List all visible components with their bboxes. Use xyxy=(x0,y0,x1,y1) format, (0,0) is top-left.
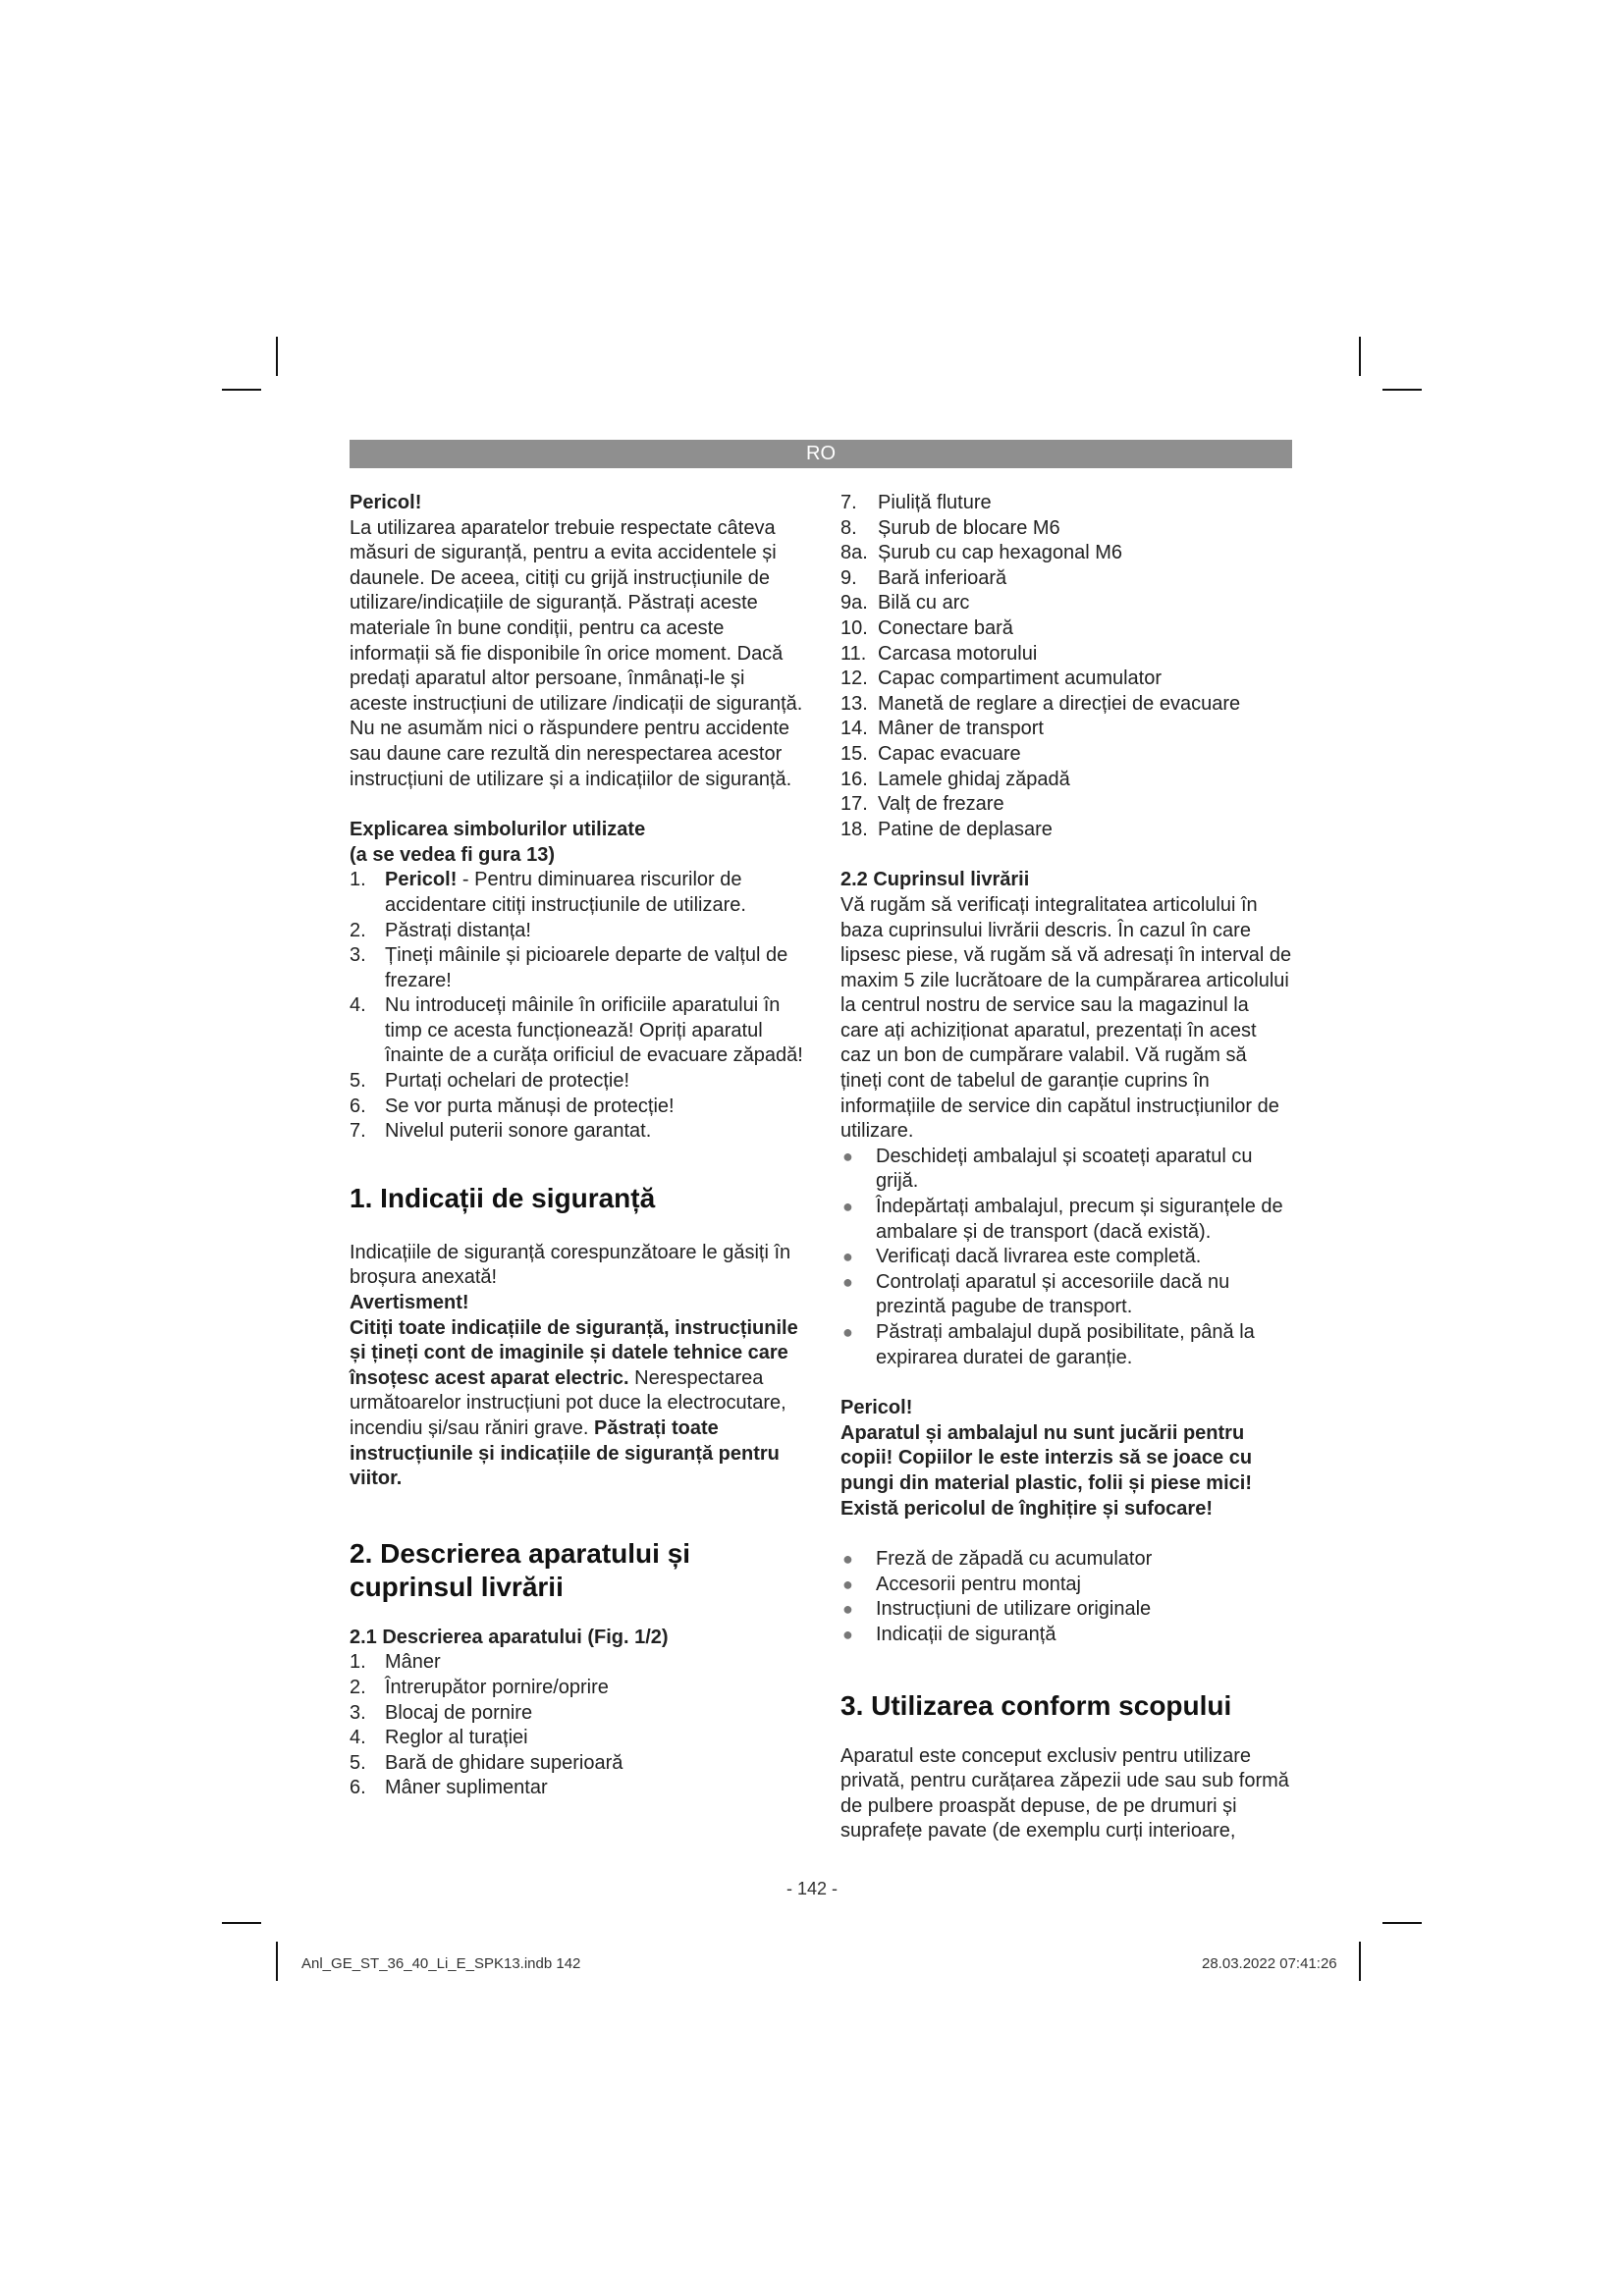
list-text: Blocaj de pornire xyxy=(385,1701,533,1724)
list-number: 3. xyxy=(350,944,366,967)
part-item xyxy=(840,516,1292,542)
list-text: Mâner suplimentar xyxy=(385,1777,548,1799)
part-item xyxy=(840,491,1292,516)
subsection-2-2-title: 2.2 Cuprinsul livrării xyxy=(840,869,1030,891)
list-number: 6. xyxy=(350,1777,366,1799)
symbol-item xyxy=(350,943,803,993)
parts-list-right xyxy=(840,491,1292,842)
contents-item xyxy=(840,1597,1292,1623)
list-text: Șurub de blocare M6 xyxy=(878,516,1060,539)
part-item xyxy=(350,1701,803,1727)
list-number: 7. xyxy=(350,1120,366,1143)
bullet-icon: ● xyxy=(842,1271,853,1292)
crop-mark xyxy=(276,1942,278,1981)
list-text: Lamele ghidaj zăpadă xyxy=(878,768,1070,790)
list-text: Bară de ghidare superioară xyxy=(385,1751,623,1774)
list-number: 15. xyxy=(840,742,868,765)
check-item xyxy=(840,1195,1292,1245)
list-number: 1. xyxy=(350,869,366,891)
list-text: Păstrați distanța! xyxy=(385,919,531,941)
danger-title-right: Pericol! xyxy=(840,1397,913,1419)
intended-use-text: Aparatul este conceput exclusiv pentru utilizare privată, pentru curățarea zăpezii ude sau sub formă de pulbere proaspăt depuse, de pe drumuri și suprafețe pavate (de exemplu curți interioare, xyxy=(840,1744,1289,1842)
part-item xyxy=(840,768,1292,793)
part-item xyxy=(840,717,1292,742)
bullet-icon: ● xyxy=(842,1197,853,1217)
list-text: Nivelul puterii sonore garantat. xyxy=(385,1120,652,1143)
part-item xyxy=(350,1650,803,1676)
crop-mark xyxy=(276,337,278,376)
list-number: 4. xyxy=(350,994,366,1017)
symbol-item xyxy=(350,919,803,944)
list-number: 5. xyxy=(350,1751,366,1774)
language-header: RO xyxy=(350,440,1292,468)
list-text: Conectare bară xyxy=(878,616,1013,639)
part-item xyxy=(350,1726,803,1751)
list-number: 18. xyxy=(840,818,868,840)
left-column xyxy=(350,491,803,1801)
list-number: 11. xyxy=(840,642,867,665)
bullet-icon: ● xyxy=(842,1624,853,1644)
crop-mark xyxy=(222,389,261,391)
list-number: 16. xyxy=(840,768,868,790)
symbol-item xyxy=(350,1069,803,1095)
list-number: 7. xyxy=(840,492,857,513)
safety-intro: Indicațiile de siguranță corespunzătoare le găsiți în broșura anexată! xyxy=(350,1241,791,1289)
contents-item xyxy=(840,1547,1292,1573)
list-text: Bară inferioară xyxy=(878,566,1007,589)
list-text: Întrerupător pornire/oprire xyxy=(385,1676,609,1698)
symbols-title: Explicarea simbolurilor utilizate xyxy=(350,819,646,841)
part-item xyxy=(350,1676,803,1701)
section-3-title: 3. Utilizarea conform scopului xyxy=(840,1689,1232,1721)
list-text: Carcasa motorului xyxy=(878,642,1038,665)
list-number: 9a. xyxy=(840,592,868,614)
list-text: Capac evacuare xyxy=(878,742,1021,765)
part-item xyxy=(350,1776,803,1801)
list-number: 14. xyxy=(840,718,868,740)
checks-list xyxy=(840,1145,1292,1370)
crop-mark xyxy=(1382,389,1422,391)
delivery-text: Vă rugăm să verificați integralitatea articolului în baza cuprinsului livrării descris. În cazul în care lipsesc piese, vă rugăm să vă adresați în interval de maxim 5 zile lucrătoare de la cumpărarea articolului la centrul nostru de service sau la magazinul la care ați achiziționat aparatul, prezentați în acest caz un bon de cumpărare valabil. Vă rugăm să țineți cont de tabelul de garanție cuprins în informațiile de service din capătul instrucțiunilor de utilizare. xyxy=(840,893,1292,1143)
list-text: Patine de deplasare xyxy=(878,818,1053,840)
list-number: 5. xyxy=(350,1070,366,1093)
list-text: Manetă de reglare a direcției de evacuare xyxy=(878,692,1241,715)
section-2-title: 2. Descrierea aparatului și cuprinsul livrării xyxy=(350,1537,691,1602)
bullet-icon: ● xyxy=(842,1247,853,1267)
part-item xyxy=(840,692,1292,718)
symbol-item xyxy=(350,1095,803,1120)
list-text: Deschideți ambalajul și scoateți aparatul cu grijă. xyxy=(876,1145,1253,1193)
list-number: 17. xyxy=(840,793,868,816)
list-text: Freză de zăpadă cu acumulator xyxy=(876,1548,1153,1571)
list-rest: - Pentru diminuarea riscurilor de accidentare citiți instrucțiunile de utilizare. xyxy=(385,869,746,916)
check-item xyxy=(840,1145,1292,1195)
section-1-title: 1. Indicații de siguranță xyxy=(350,1182,656,1213)
list-number: 12. xyxy=(840,667,868,690)
danger-warning-right: Aparatul și ambalajul nu sunt jucării pentru copii! Copiilor le este interzis să se joace cu pungi din material plastic, folii și piese mici! Există pericolul de înghițire și sufocare! xyxy=(840,1421,1253,1520)
bullet-icon: ● xyxy=(842,1574,853,1594)
list-text: Valț de frezare xyxy=(878,793,1004,816)
bullet-icon: ● xyxy=(842,1322,853,1342)
contents-item xyxy=(840,1623,1292,1648)
list-text: Mâner xyxy=(385,1651,441,1674)
danger-text: La utilizarea aparatelor trebuie respectate câteva măsuri de siguranță, pentru a evita accidentele și daunele. De aceea, citiți cu grijă instrucțiunile de utilizare/indicațiile de siguranță. Păstrați aceste materiale în bune condiții, pentru ca aceste informații să fie disponibile în orice moment. Dacă predați aparatul altor persoane, înmânați-le și aceste instrucțiuni de utilizare /indicații de siguranță. Nu ne asumăm nici o răspundere pentru accidente sau daune care rezultă din nerespectarea acestor instrucțiuni de utilizare și a indicațiilor de siguranță. xyxy=(350,516,803,790)
list-text: Verificați dacă livrarea este completă. xyxy=(876,1246,1202,1268)
list-number: 1. xyxy=(350,1651,366,1674)
list-text: Instrucțiuni de utilizare originale xyxy=(876,1598,1152,1621)
part-item xyxy=(840,792,1292,818)
part-item xyxy=(840,742,1292,768)
symbols-list xyxy=(350,868,803,1145)
list-text: Purtați ochelari de protecție! xyxy=(385,1070,630,1093)
list-text: Indicații de siguranță xyxy=(876,1623,1056,1645)
list-text: Șurub cu cap hexagonal M6 xyxy=(878,542,1123,564)
warning-bold-1: Citiți toate indicațiile de siguranță, instrucțiunile și țineți cont de imaginile și datele tehnice care însoțesc acest aparat electric. xyxy=(350,1316,798,1389)
symbol-item xyxy=(350,868,803,918)
warning-text xyxy=(350,1316,803,1492)
list-text: Păstrați ambalajul după posibilitate, până la expirarea duratei de garanție. xyxy=(876,1321,1255,1368)
list-bold: Pericol! xyxy=(385,869,458,891)
footer-timestamp: 28.03.2022 07:41:26 xyxy=(1202,1955,1337,1972)
crop-mark xyxy=(1382,1922,1422,1924)
crop-mark xyxy=(1359,337,1361,376)
list-text: Nu introduceți mâinile în orificiile aparatului în timp ce acesta funcționează! Opriți aparatul înainte de a curăța orificiul de evacuare zăpadă! xyxy=(385,994,803,1067)
part-item xyxy=(840,642,1292,667)
bullet-icon: ● xyxy=(842,1599,853,1620)
list-text: Îndepărtați ambalajul, precum și siguranțele de ambalare și de transport (dacă există). xyxy=(876,1196,1283,1243)
bullet-icon: ● xyxy=(842,1549,853,1570)
part-item xyxy=(840,616,1292,642)
list-number: 9. xyxy=(840,566,857,589)
check-item xyxy=(840,1270,1292,1320)
part-item xyxy=(840,566,1292,592)
list-number: 2. xyxy=(350,919,366,941)
list-text: Mâner de transport xyxy=(878,718,1044,740)
symbol-item xyxy=(350,993,803,1069)
list-number: 4. xyxy=(350,1727,366,1749)
crop-mark xyxy=(222,1922,261,1924)
right-column xyxy=(840,491,1292,1844)
symbols-subtitle: (a se vedea fi gura 13) xyxy=(350,843,555,866)
bullet-icon: ● xyxy=(842,1146,853,1166)
warning-title: Avertisment! xyxy=(350,1292,469,1314)
list-number: 2. xyxy=(350,1676,366,1698)
list-text xyxy=(385,868,803,918)
list-text: Reglor al turației xyxy=(385,1727,528,1749)
symbol-item xyxy=(350,1119,803,1145)
part-item xyxy=(840,667,1292,692)
list-text: Se vor purta mănuși de protecție! xyxy=(385,1095,675,1117)
list-number: 13. xyxy=(840,692,868,715)
check-item xyxy=(840,1320,1292,1370)
contents-item xyxy=(840,1573,1292,1598)
contents-list xyxy=(840,1547,1292,1647)
list-text: Bilă cu arc xyxy=(878,592,970,614)
list-number: 10. xyxy=(840,616,868,639)
list-number: 8. xyxy=(840,516,857,539)
crop-mark xyxy=(1359,1942,1361,1981)
warning-bold-2: Păstrați toate instrucțiunile și indicațiile de siguranță pentru viitor. xyxy=(350,1417,780,1490)
check-item xyxy=(840,1245,1292,1270)
subsection-2-1-title: 2.1 Descrierea aparatului (Fig. 1/2) xyxy=(350,1626,669,1648)
list-text: Accesorii pentru montaj xyxy=(876,1573,1081,1595)
part-item xyxy=(840,591,1292,616)
list-number: 6. xyxy=(350,1095,366,1117)
footer-file-name: Anl_GE_ST_36_40_Li_E_SPK13.indb 142 xyxy=(301,1955,581,1972)
list-number: 8a. xyxy=(840,542,868,564)
warning-body: Nerespectarea următoarelor instrucțiuni pot duce la electrocutare, incendiu și/sau răniri grave. xyxy=(350,1366,786,1439)
list-text: Capac compartiment acumulator xyxy=(878,667,1163,690)
danger-title: Pericol! xyxy=(350,492,422,513)
list-text: Controlați aparatul și accesoriile dacă nu prezintă pagube de transport. xyxy=(876,1270,1230,1318)
part-item xyxy=(840,541,1292,566)
parts-list-left xyxy=(350,1650,803,1801)
list-number: 3. xyxy=(350,1701,366,1724)
list-text: Țineți mâinile și picioarele departe de valțul de frezare! xyxy=(385,944,788,991)
part-item xyxy=(350,1751,803,1777)
part-item xyxy=(840,818,1292,843)
list-text: Piuliță fluture xyxy=(878,492,992,513)
page-number: - 142 - xyxy=(785,1879,839,1898)
